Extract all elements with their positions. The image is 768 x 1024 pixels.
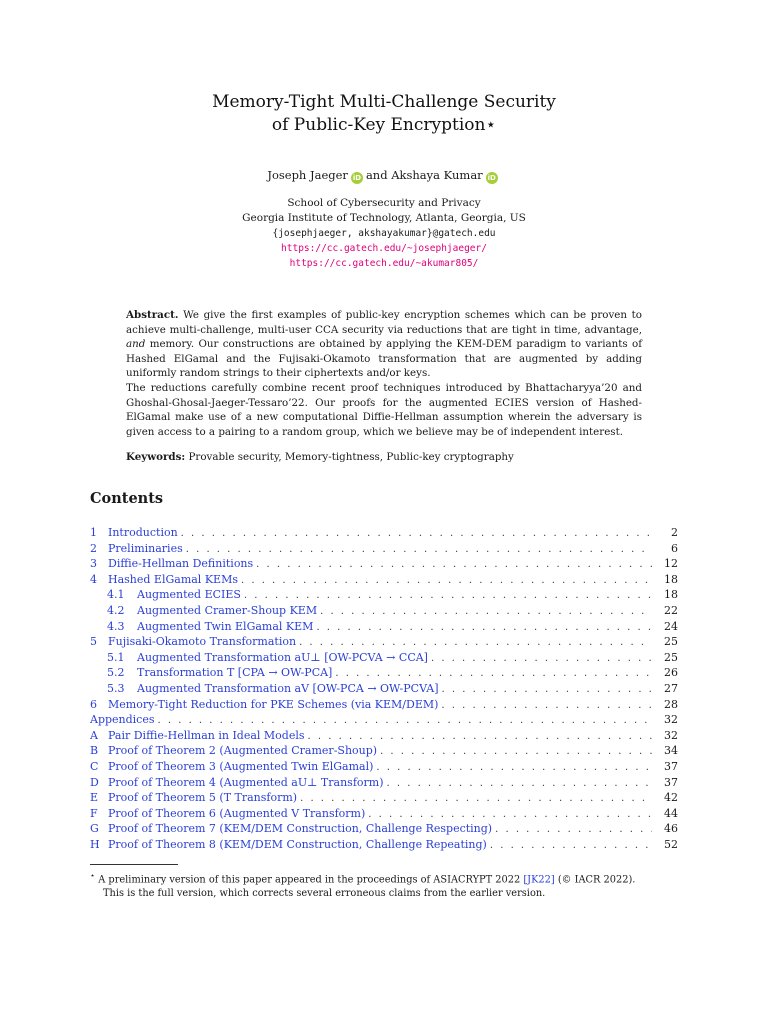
toc-entry-title[interactable]: Proof of Theorem 5 (T Transform) (108, 791, 298, 805)
toc-leader-dots (308, 731, 652, 742)
toc-entry[interactable] (90, 635, 678, 651)
footnote-rule (90, 864, 178, 865)
toc-entry-page: 37 (664, 759, 678, 773)
footnote-text: A preliminary version of this paper appeared in the proceedings of ASIACRYPT 2022 (98, 874, 521, 886)
author-emails: {josephjaeger, akshayakumar}@gatech.edu (272, 228, 496, 239)
toc-leader-dots (320, 606, 652, 617)
toc-entry-number: 4 (90, 572, 97, 586)
toc-entry-page: 24 (664, 619, 678, 633)
toc-entry[interactable] (90, 526, 678, 542)
toc-entry-page: 25 (664, 635, 678, 649)
toc-entry-number: H (90, 837, 100, 851)
toc-entry[interactable] (90, 682, 678, 698)
author-name: Akshaya Kumar (391, 168, 483, 182)
toc-entry-page: 28 (664, 697, 678, 711)
toc-entry-number: 4.3 (107, 619, 125, 633)
toc-entry-title[interactable]: Pair Diffie-Hellman in Ideal Models (108, 728, 305, 742)
toc-entry[interactable] (90, 729, 678, 745)
toc-entry-title[interactable]: Augmented Twin ElGamal KEM (137, 619, 314, 633)
toc-entry-number: A (90, 728, 98, 742)
orcid-icon[interactable]: iD (487, 174, 496, 182)
affiliation-block (0, 196, 768, 271)
toc-entry-number: 1 (90, 526, 97, 539)
toc-leader-dots (441, 700, 652, 711)
toc-entry[interactable] (90, 698, 678, 714)
toc-entry-title[interactable]: Transformation T [CPA → OW-PCA] (137, 666, 333, 680)
toc-entry[interactable] (90, 822, 678, 838)
toc-entry-title[interactable]: Introduction (108, 526, 178, 539)
toc-entry[interactable] (90, 620, 678, 636)
toc-entry-number: 4.1 (107, 588, 125, 602)
toc-leader-dots (244, 590, 652, 601)
toc-entry-title[interactable]: Diffie-Hellman Definitions (108, 557, 254, 571)
toc-entry-title[interactable]: Preliminaries (108, 541, 183, 555)
toc-entry-title[interactable]: Fujisaki-Okamoto Transformation (108, 635, 297, 649)
toc-entry-number: 5.3 (107, 681, 125, 695)
toc-leader-dots (442, 684, 652, 695)
keywords (126, 450, 642, 464)
toc-entry-number: E (90, 791, 99, 805)
footnote-line: This is the full version, which corrects several erroneous claims from the earlier version. (103, 888, 546, 900)
toc-entry-page: 42 (664, 791, 678, 805)
toc-entry-number: 3 (90, 557, 97, 571)
toc-leader-dots (241, 575, 652, 586)
toc-leader-dots (490, 840, 652, 851)
footnote-line (90, 868, 678, 887)
toc-entry-page: 18 (664, 572, 678, 586)
author-line (0, 168, 768, 184)
toc-entry[interactable] (90, 651, 678, 667)
paper-title-line-2: of Public-Key Encryption⋆ (271, 115, 497, 135)
toc-entry-page: 22 (664, 603, 678, 617)
toc-entry-title[interactable]: Proof of Theorem 8 (KEM/DEM Construction, Challenge Repeating) (108, 837, 487, 851)
toc-entry-title[interactable]: Augmented Transformation aV [OW-PCA → OW-PCVA] (137, 681, 439, 695)
footnote (90, 868, 678, 901)
abstract-paragraph (126, 308, 642, 381)
toc-leader-dots (256, 559, 652, 570)
toc-leader-dots (300, 793, 652, 804)
toc-entry-page: 44 (664, 806, 678, 820)
toc-entry-page: 2 (671, 526, 678, 539)
toc-entry[interactable] (90, 807, 678, 823)
toc-entry-page: 32 (664, 713, 678, 727)
toc-leader-dots (158, 715, 653, 726)
toc-entry-title[interactable]: Appendices (90, 713, 155, 727)
toc-leader-dots (181, 528, 652, 539)
toc-entry-title[interactable]: Proof of Theorem 6 (Augmented V Transform) (108, 806, 366, 820)
footnote-star: ⋆ (90, 870, 96, 880)
abstract-emphasis: and (126, 338, 146, 351)
toc-entry-page: 32 (664, 728, 678, 742)
table-of-contents (90, 526, 678, 853)
toc-entry[interactable] (90, 542, 678, 558)
toc-leader-dots (186, 544, 652, 555)
orcid-icon[interactable]: iD (352, 174, 362, 182)
abstract (126, 308, 642, 439)
author-url-link[interactable]: https://cc.gatech.edu/~akumar805/ (289, 258, 479, 269)
toc-entry-number: 5.2 (107, 666, 125, 680)
toc-entry-page: 52 (664, 837, 678, 851)
toc-entry-title[interactable]: Hashed ElGamal KEMs (108, 572, 238, 586)
keywords-label: Keywords: (126, 451, 186, 463)
toc-entry[interactable] (90, 791, 678, 807)
toc-entry-number: 4.2 (107, 603, 125, 617)
toc-entry[interactable] (90, 744, 678, 760)
toc-entry-number: 2 (90, 541, 97, 555)
toc-entry[interactable] (90, 604, 678, 620)
toc-leader-dots (368, 809, 652, 820)
toc-entry-title[interactable]: Augmented ECIES (137, 588, 241, 602)
toc-entry[interactable] (90, 588, 678, 604)
toc-entry-title[interactable]: Augmented Transformation aU⊥ [OW-PCVA → CCA] (137, 650, 428, 664)
abstract-text: memory. Our constructions are obtained by applying the KEM-DEM paradigm to variants of Hashed ElGamal and the Fujisaki-Okamoto transformation that are augmented by adding uniformly random strings to their ciphertexts and/or keys. (126, 338, 642, 380)
toc-entry-title[interactable]: Augmented Cramer-Shoup KEM (137, 603, 318, 617)
toc-entry-title[interactable]: Proof of Theorem 7 (KEM/DEM Construction, Challenge Respecting) (108, 822, 493, 836)
toc-entry-number: B (90, 744, 99, 758)
toc-entry-page: 12 (664, 557, 678, 571)
author-connector: and (365, 168, 388, 182)
toc-entry-page: 26 (664, 666, 678, 680)
toc-entry[interactable] (90, 713, 678, 729)
citation-link[interactable]: [JK22] (523, 874, 555, 886)
toc-entry-page: 27 (664, 681, 678, 695)
contents-heading: Contents (90, 490, 164, 507)
toc-entry[interactable] (90, 776, 678, 792)
toc-entry-title[interactable]: Proof of Theorem 2 (Augmented Cramer-Shoup) (108, 744, 378, 758)
toc-leader-dots (335, 668, 652, 679)
toc-entry-page: 25 (664, 650, 678, 664)
toc-entry[interactable] (90, 557, 678, 573)
toc-leader-dots (299, 637, 652, 648)
toc-leader-dots (376, 762, 652, 773)
toc-entry-number: 5 (90, 635, 97, 649)
toc-leader-dots (387, 778, 653, 789)
toc-entry[interactable] (90, 573, 678, 589)
affiliation-school: School of Cybersecurity and Privacy (287, 197, 481, 209)
toc-entry-page: 6 (671, 541, 678, 555)
author-url-link[interactable]: https://cc.gatech.edu/~josephjaeger/ (281, 243, 487, 254)
toc-entry-page: 46 (664, 822, 678, 836)
paper-title-line-1: Memory-Tight Multi-Challenge Security (212, 92, 556, 112)
toc-entry-page: 18 (664, 588, 678, 602)
abstract-label: Abstract. (126, 309, 179, 321)
toc-entry-number: C (90, 759, 99, 773)
toc-entry-title[interactable]: Proof of Theorem 3 (Augmented Twin ElGamal) (108, 759, 374, 773)
author-name: Joseph Jaeger (267, 168, 348, 182)
abstract-text: We give the first examples of public-key encryption schemes which can be proven to achieve multi-challenge, multi-user CCA security via reductions that are tight in time, advantage, (126, 309, 642, 336)
footnote-text: (© IACR 2022). (557, 874, 636, 886)
toc-entry-page: 34 (664, 744, 678, 758)
toc-entry[interactable] (90, 666, 678, 682)
affiliation-institute: Georgia Institute of Technology, Atlanta, Georgia, US (242, 212, 526, 224)
toc-leader-dots (495, 824, 652, 835)
toc-entry-number: F (90, 806, 98, 820)
toc-entry-number: 6 (90, 697, 97, 711)
toc-entry-title[interactable]: Proof of Theorem 4 (Augmented aU⊥ Transform) (108, 775, 384, 789)
toc-entry[interactable] (90, 838, 678, 854)
toc-entry-title[interactable]: Memory-Tight Reduction for PKE Schemes (via KEM/DEM) (108, 697, 439, 711)
toc-entry-page: 37 (664, 775, 678, 789)
toc-leader-dots (380, 746, 652, 757)
toc-leader-dots (431, 653, 652, 664)
toc-entry-number: 5.1 (107, 650, 125, 664)
toc-leader-dots (316, 622, 652, 633)
toc-entry[interactable] (90, 760, 678, 776)
keywords-text: Provable security, Memory-tightness, Public-key cryptography (188, 451, 514, 463)
toc-entry-number: G (90, 822, 99, 836)
toc-entry-number: D (90, 775, 99, 789)
abstract-paragraph: The reductions carefully combine recent proof techniques introduced by Bhattacharyya’20 and Ghoshal-Ghosal-Jaeger-Tessaro’22. Our proofs for the augmented ECIES version of Hashed-ElGamal make use of a new computational Diffie-Hellman assumption wherein the adversary is given access to a pairing to a random group, which we believe may be of independent interest. (126, 381, 642, 438)
